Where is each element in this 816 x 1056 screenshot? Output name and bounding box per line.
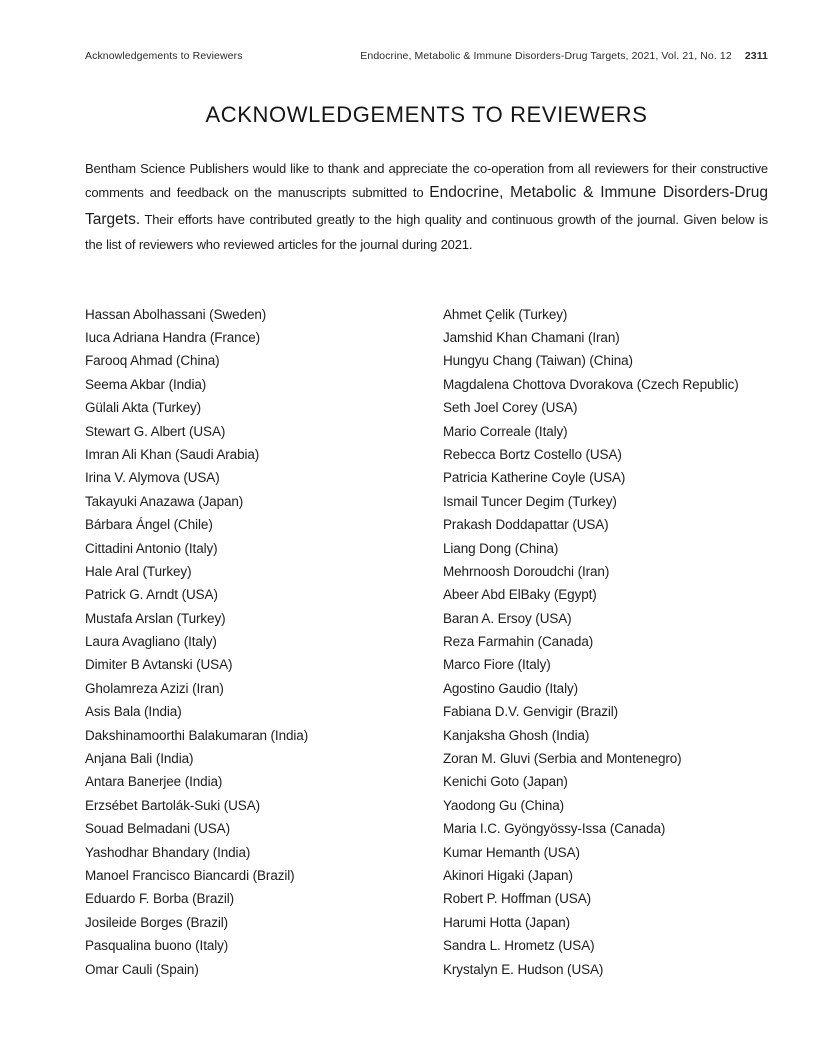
reviewer-entry: Bárbara Ángel (Chile) (85, 517, 213, 533)
reviewer-entry: Mehrnoosh Doroudchi (Iran) (443, 563, 610, 579)
reviewer-entry: Takayuki Anazawa (Japan) (85, 493, 244, 509)
intro-paragraph (85, 158, 768, 257)
reviewer-entry: Imran Ali Khan (Saudi Arabia) (85, 446, 260, 462)
reviewer-entry: Hungyu Chang (Taiwan) (China) (443, 353, 633, 369)
reviewer-entry: Rebecca Bortz Costello (USA) (443, 446, 622, 462)
reviewer-entry: Stewart G. Albert (USA) (85, 423, 226, 439)
reviewer-entry: Yaodong Gu (China) (443, 797, 565, 813)
intro-text-after: Their efforts have contributed greatly to the high quality and continuous growth of the journal. Given below is the list of reviewers who reviewed articles for the journal during 2021. (85, 212, 768, 253)
running-header-journal: Endocrine, Metabolic & Immune Disorders-Drug Targets, 2021, Vol. 21, No. 12 (360, 50, 732, 62)
reviewer-entry: Maria I.C. Gyöngyössy-Issa (Canada) (443, 821, 666, 837)
reviewer-entry: Cittadini Antonio (Italy) (85, 540, 218, 556)
reviewer-entry: Agostino Gaudio (Italy) (443, 680, 579, 696)
reviewer-entry: Sandra L. Hrometz (USA) (443, 938, 595, 954)
reviewer-column-right (443, 303, 768, 981)
reviewer-entry: Dakshinamoorthi Balakumaran (India) (85, 727, 309, 743)
reviewer-entry: Patrick G. Arndt (USA) (85, 587, 218, 603)
reviewer-entry: Pasqualina buono (Italy) (85, 938, 229, 954)
intro-text-before: Bentham Science Publishers would like to thank and appreciate the co-operation from all reviewers for their constructive comments and feedback on the manuscripts submitted to (85, 161, 768, 201)
reviewer-entry: Robert P. Hoffman (USA) (443, 891, 592, 907)
journal-name-inline: Endocrine, Metabolic & Immune Disorders-Drug Targets. (85, 184, 768, 229)
reviewer-entry: Reza Farmahin (Canada) (443, 634, 594, 650)
running-header-right (360, 50, 768, 62)
reviewer-entry: Seema Akbar (India) (85, 376, 207, 392)
running-header-page-number: 2311 (744, 50, 768, 62)
reviewer-entry: Mustafa Arslan (Turkey) (85, 610, 226, 626)
reviewer-entry: Asis Bala (India) (85, 704, 182, 720)
reviewer-entry: Eduardo F. Borba (Brazil) (85, 891, 235, 907)
reviewer-entry: Kumar Hemanth (USA) (443, 844, 580, 860)
reviewer-entry: Akinori Higaki (Japan) (443, 867, 573, 883)
reviewer-entry: Yashodhar Bhandary (India) (85, 844, 251, 860)
reviewer-list (85, 303, 768, 981)
reviewer-entry: Fabiana D.V. Genvigir (Brazil) (443, 704, 619, 720)
page-title: ACKNOWLEDGEMENTS TO REVIEWERS (205, 102, 648, 127)
reviewer-entry: Antara Banerjee (India) (85, 774, 223, 790)
reviewer-entry: Hassan Abolhassani (Sweden) (85, 306, 267, 322)
reviewer-entry: Magdalena Chottova Dvorakova (Czech Republic) (443, 376, 739, 392)
reviewer-entry: Gülali Akta (Turkey) (85, 400, 202, 416)
running-header-left: Acknowledgements to Reviewers (85, 50, 243, 62)
reviewer-entry: Ismail Tuncer Degim (Turkey) (443, 493, 617, 509)
reviewer-entry: Prakash Doddapattar (USA) (443, 517, 609, 533)
reviewer-entry: Laura Avagliano (Italy) (85, 634, 217, 650)
reviewer-entry: Hale Aral (Turkey) (85, 563, 192, 579)
reviewer-entry: Josileide Borges (Brazil) (85, 914, 229, 930)
reviewer-entry: Irina V. Alymova (USA) (85, 470, 220, 486)
reviewer-entry: Patricia Katherine Coyle (USA) (443, 470, 626, 486)
reviewer-entry: Zoran M. Gluvi (Serbia and Montenegro) (443, 751, 682, 767)
reviewer-entry: Abeer Abd ElBaky (Egypt) (443, 587, 597, 603)
reviewer-entry: Farooq Ahmad (China) (85, 353, 220, 369)
reviewer-entry: Jamshid Khan Chamani (Iran) (443, 329, 620, 345)
reviewer-entry: Ahmet Çelik (Turkey) (443, 306, 568, 322)
reviewer-entry: Iuca Adriana Handra (France) (85, 329, 261, 345)
reviewer-entry: Krystalyn E. Hudson (USA) (443, 961, 604, 977)
reviewer-entry: Gholamreza Azizi (Iran) (85, 680, 224, 696)
reviewer-entry: Manoel Francisco Biancardi (Brazil) (85, 867, 295, 883)
reviewer-entry: Seth Joel Corey (USA) (443, 400, 578, 416)
reviewer-entry: Souad Belmadani (USA) (85, 821, 230, 837)
reviewer-entry: Kenichi Goto (Japan) (443, 774, 568, 790)
reviewer-entry: Dimiter B Avtanski (USA) (85, 657, 233, 673)
reviewer-entry: Anjana Bali (India) (85, 751, 194, 767)
reviewer-entry: Mario Correale (Italy) (443, 423, 568, 439)
running-header (85, 50, 768, 62)
reviewer-entry: Harumi Hotta (Japan) (443, 914, 571, 930)
reviewer-entry: Kanjaksha Ghosh (India) (443, 727, 590, 743)
reviewer-column-left (85, 303, 443, 981)
reviewer-entry: Omar Cauli (Spain) (85, 961, 199, 977)
reviewer-entry: Erzsébet Bartolák-Suki (USA) (85, 797, 261, 813)
reviewer-entry: Baran A. Ersoy (USA) (443, 610, 572, 626)
reviewer-entry: Marco Fiore (Italy) (443, 657, 551, 673)
reviewer-entry: Liang Dong (China) (443, 540, 559, 556)
